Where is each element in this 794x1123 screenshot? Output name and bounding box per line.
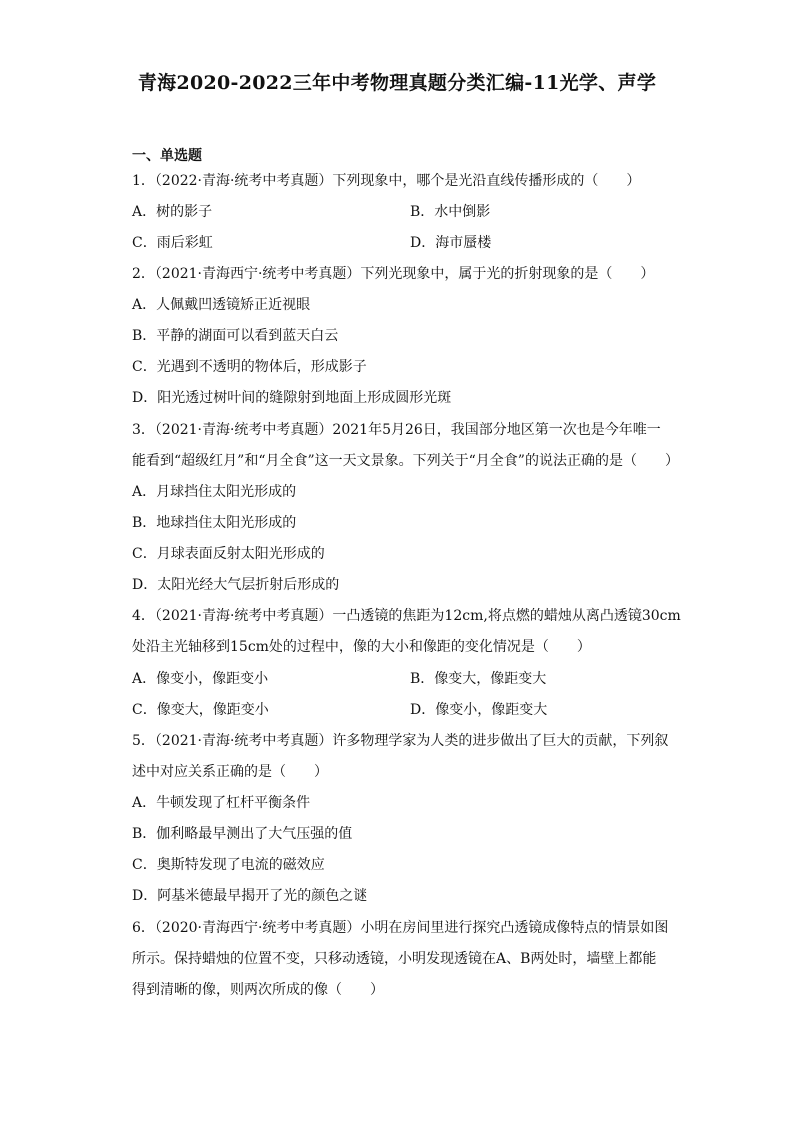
question-2-stem: 2．（2021·青海西宁·统考中考真题）下列光现象中，属于光的折射现象的是（ ）: [132, 266, 655, 282]
question-3-option-b: B．地球挡住太阳光形成的: [132, 515, 297, 531]
question-4-option-d: D．像变小，像距变大: [410, 702, 548, 718]
question-3-option-a: A．月球挡住太阳光形成的: [132, 484, 297, 500]
question-3-option-d: D．太阳光经大气层折射后形成的: [132, 577, 340, 593]
page-title: 青海2020-2022三年中考物理真题分类汇编-11光学、声学: [137, 72, 657, 94]
question-1-option-c: C．雨后彩虹: [132, 235, 213, 251]
question-3-stem-line2: 能看到“超级红月”和“月全食”这一天文景象。下列关于“月全食”的说法正确的是（ ）: [132, 453, 679, 469]
question-2-option-b: B．平静的湖面可以看到蓝天白云: [132, 328, 339, 344]
question-4-option-a: A．像变小，像距变小: [132, 671, 269, 687]
section-heading: 一、单选题: [132, 148, 202, 164]
question-2-option-a: A．人佩戴凹透镜矫正近视眼: [132, 297, 311, 313]
question-6-stem-line3: 得到清晰的像，则两次所成的像（ ）: [132, 982, 384, 998]
question-5-option-d: D．阿基米德最早揭开了光的颜色之谜: [132, 888, 368, 904]
question-5-option-a: A．牛顿发现了杠杆平衡条件: [132, 795, 311, 811]
question-5-option-b: B．伽利略最早测出了大气压强的值: [132, 826, 353, 842]
question-1-option-b: B．水中倒影: [410, 204, 491, 220]
question-1-option-d: D．海市蜃楼: [410, 235, 492, 251]
question-5-stem-line1: 5．（2021·青海·统考中考真题）许多物理学家为人类的进步做出了巨大的贡献，下列叙: [132, 733, 669, 749]
question-4-option-b: B．像变大，像距变大: [410, 671, 547, 687]
question-4-option-c: C．像变大，像距变小: [132, 702, 269, 718]
question-6-stem-line2: 所示。保持蜡烛的位置不变，只移动透镜，小明发现透镜在A、B两处时，墙壁上都能: [132, 951, 657, 967]
question-2-option-d: D．阳光透过树叶间的缝隙射到地面上形成圆形光斑: [132, 390, 452, 406]
question-5-stem-line2: 述中对应关系正确的是（ ）: [132, 764, 328, 780]
question-2-option-c: C．光遇到不透明的物体后，形成影子: [132, 359, 367, 375]
question-5-option-c: C．奥斯特发现了电流的磁效应: [132, 857, 325, 873]
question-1-stem: 1．（2022·青海·统考中考真题）下列现象中，哪个是光沿直线传播形成的（ ）: [132, 173, 641, 189]
question-4-stem-line2: 处沿主光轴移到15cm处的过程中，像的大小和像距的变化情况是（ ）: [132, 639, 591, 655]
question-3-stem-line1: 3．（2021·青海·统考中考真题）2021年5月26日，我国部分地区第一次也是今年唯一: [132, 422, 661, 438]
question-3-option-c: C．月球表面反射太阳光形成的: [132, 546, 325, 562]
question-4-stem-line1: 4．（2021·青海·统考中考真题）一凸透镜的焦距为12cm,将点燃的蜡烛从离凸透镜30cm: [132, 608, 681, 624]
question-6-stem-line1: 6．（2020·青海西宁·统考中考真题）小明在房间里进行探究凸透镜成像特点的情景如图: [132, 920, 669, 936]
question-1-option-a: A．树的影子: [132, 204, 213, 220]
